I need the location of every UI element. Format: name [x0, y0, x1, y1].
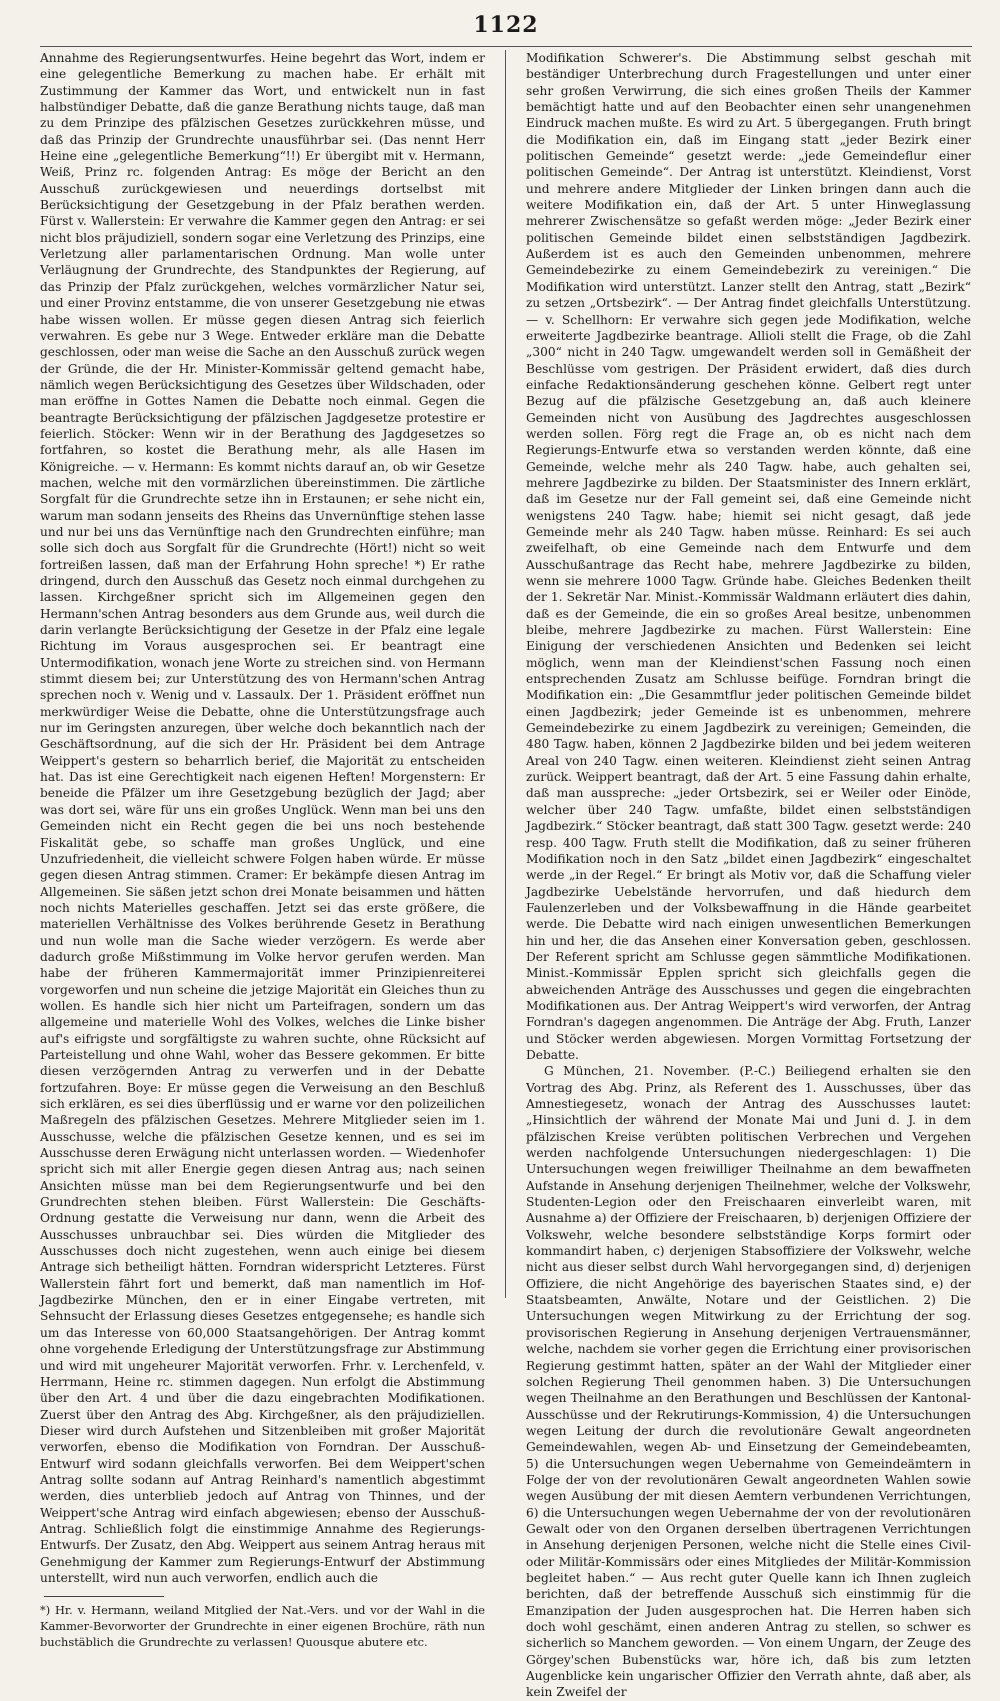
right-paragraph-1: Modifikation Schwerer's. Die Abstimmung selbst geschah mit beständiger Unterbrechung durch Fragestellungen und unter einer sehr großen Verwirrung, die sich eines großen Theils der Kammer bemächtigt hatte und auf den Beobachter einen sehr unangenehmen Eindruck machen mußte. Es wird zu Art. 5 übergegangen. Fruth bringt die Modifikation ein, daß im Eingang statt „jeder Bezirk einer politischen Gemeinde“ gesetzt werde: „jede Gemeindeflur einer politischen Gemeinde“. Der Antrag ist unterstützt. Kleindienst, Vorst und mehrere andere Mitglieder der Linken bringen dann auch die weitere Modifikation ein, daß der Art. 5 unter Hinweglassung mehrerer Zwischensätze so gefaßt werden möge: „Jeder Bezirk einer politischen Gemeinde bildet einen selbstständigen Jagdbezirk. Außerdem ist es auch den Gemeinden unbenommen, mehrere Gemeindebezirke zu einem Gemeindebezirk zu vereinigen.“ Die Modifikation wird unterstützt. Lanzer stellt den Antrag, statt „Bezirk“ zu setzen „Ortsbezirk“. — Der Antrag findet gleichfalls Unterstützung. — v. Schellhorn: Er verwahre sich gegen jede Modifikation, welche erweiterte Jagdbezirke beantrage. Allioli stellt die Frage, ob die Zahl „300“ nicht in 240 Tagw. umgewandelt werden soll in Gemäßheit der Beschlüsse vom gestrigen. Der Präsident erwidert, daß dies durch einfache Redaktionsänderung geschehen könne. Gelbert regt unter Bezug auf die pfälzische Gesetzgebung an, daß auch kleinere Gemeinden nicht von Ausübung des Jagdrechtes ausgeschlossen werden sollen. Förg regt die Frage an, ob es nicht nach dem Regierungs-Entwurfe etwa so verstanden werden könnte, daß eine Gemeinde, welche mehr als 240 Tagw. habe, auch gehalten sei, mehrere Jagdbezirke zu bilden. Der Staatsminister des Innern erklärt, daß im Gesetze nur der Fall gemeint sei, daß eine Gemeinde nicht wenigstens 240 Tagw. habe; hiemit sei nicht gesagt, daß jede Gemeinde mehr als 240 Tagw. haben müsse. Reinhard: Es sei auch zweifelhaft, ob eine Gemeinde nach dem Entwurfe und dem Ausschußantrage das Recht habe, mehrere Jagdbezirke zu bilden, wenn sie mehrere 1000 Tagw. Gründe habe. Gleiches Bedenken theilt der 1. Sekretär Nar. Minist.-Kommissär Waldmann erläutert dies dahin, daß es der Gemeinde, die ein so großes Areal besitze, unbenommen bleibe, mehrere Jagdbezirke zu machen. Fürst Wallerstein: Eine Einigung der verschiedenen Ansichten und Bedenken sei leicht möglich, wenn man der Kleindienst'schen Fassung noch einen entsprechenden Zusatz am Schlusse beifüge. Forndran bringt die Modifikation ein: „Die Gesammtflur jeder politischen Gemeinde bildet einen Jagdbezirk; jeder Gemeinde ist es unbenommen, mehrere Gemeindebezirke zu einem Jagdbezirk zu vereinigen; Gemeinden, die 480 Tagw. haben, können 2 Jagdbezirke bilden und bei jedem weiteren Areal von 240 Tagw. einen weiteren. Kleindienst zieht seinen Antrag zurück. Weippert beantragt, daß der Art. 5 eine Fassung dahin erhalte, daß man ausspreche: „jeder Ortsbezirk, sei er Weiler oder Einöde, welcher über 240 Tagw. umfaßte, bildet einen selbstständigen Jagdbezirk.“ Stöcker beantragt, daß statt 300 Tagw. gesetzt werde: 240 resp. 400 Tagw. Fruth stellt die Modifikation, daß zu seiner früheren Modifikation noch in den Satz „bildet einen Jagdbezirk“ eingeschaltet werde „in der Regel.“ Er bringt als Motiv vor, daß die Schaffung vieler Jagdbezirke Uebelstände hervorrufen, und daß hiedurch dem Faulenzerleben und der Volksbewaffnung in die Hände gearbeitet werde. Die Debatte wird nach einigen unwesentlichen Bemerkungen hin und her, die das Ansehen einer Konversation geben, geschlossen. Der Referent spricht am Schlusse gegen sämmtliche Modifikationen. Minist.-Kommissär Epplen spricht sich gleichfalls gegen die abweichenden Anträge des Ausschusses und gegen die eingebrachten Modifikationen aus. Der Antrag Weippert's wird verworfen, der Antrag Forndran's dagegen angenommen. Die Anträge der Abg. Fruth, Lanzer und Stöcker werden abgewiesen. Morgen Vormittag Fortsetzung der Debatte.: [526, 51, 971, 1062]
footnote-divider: [44, 1596, 164, 1597]
header-rule: [40, 46, 972, 47]
newspaper-page: [40, 8, 972, 1700]
left-paragraph-1: Annahme des Regierungsentwurfes. Heine begehrt das Wort, indem er eine gelegentliche Bemerkung zu machen habe. Er erhält mit Zustimmung der Kammer das Wort, und entwickelt nun in fast halbstündiger Debatte, daß die ganze Berathung nichts tauge, daß man zu dem Prinzipe des pfälzischen Gesetzes zurückkehren müsse, und daß das Prinzip der Grundrechte unausführbar sei. (Das nennt Herr Heine eine „gelegentliche Bemerkung“!!) Er übergibt mit v. Hermann, Weiß, Prinz rc. folgenden Antrag: Es möge der Bericht an den Ausschuß zurückgewiesen und neuerdings dortselbst mit Berücksichtigung der Gesetzgebung in der Pfalz berathen werden. Fürst v. Wallerstein: Er verwahre die Kammer gegen den Antrag: er sei nicht blos präjudiziell, sondern sogar eine Verletzung des Prinzips, eine Verletzung aller parlamentarischen Ordnung. Man wolle unter Verläugnung der Grundrechte, des Standpunktes der Regierung, auf das Prinzip der Pfalz zurückgehen, welches vormärzlicher Natur sei, und einer Provinz entstamme, die von unserer Gesetzgebung nie etwas habe wissen wollen. Er müsse gegen diesen Antrag sich feierlich verwahren. Es gebe nur 3 Wege. Entweder erkläre man die Debatte geschlossen, oder man weise die Sache an den Ausschuß zurück wegen der Gründe, die der Hr. Minister-Kommissär geltend gemacht habe, nämlich wegen Berücksichtigung des Gesetzes über Wildschaden, oder man eröffne in Gottes Namen die Debatte noch einmal. Gegen die beantragte Berücksichtigung der pfälzischen Jagdgesetze protestire er feierlich. Stöcker: Wenn wir in der Berathung des Jagdgesetzes so fortfahren, so kostet die Berathung mehr, als alle Hasen im Königreiche. — v. Hermann: Es kommt nichts darauf an, ob wir Gesetze machen, welche mit den vormärzlichen übereinstimmen. Die zärtliche Sorgfalt für die Grundrechte setze ihn in Erstaunen; er sehe nicht ein, warum man sodann jenseits des Rheins das Unvernünftige stehen lasse und nur bei uns das Vernünftige nach den Grundrechten einführe; man solle sich doch aus Sorgfalt für die Grundrechte (Hört!) nicht so weit fortreißen lassen, daß man der Erfahrung Hohn spreche! *) Er rathe dringend, durch den Ausschuß das Gesetz noch einmal durchgehen zu lassen. Kirchgeßner spricht sich im Allgemeinen gegen den Hermann'schen Antrag besonders aus dem Grunde aus, weil durch die darin verlangte Berücksichtigung der Gesetze in der Pfalz eine legale Richtung im Voraus ausgesprochen sei. Er beantragt eine Untermodifikation, wonach jene Worte zu streichen sind. von Hermann stimmt diesem bei; zur Unterstützung des von Hermann'schen Antrag sprechen noch v. Wenig und v. Lassaulx. Der 1. Präsident eröffnet nun merkwürdiger Weise die Debatte, ohne die Unterstützungsfrage auch nur im Geringsten anzuregen, über welche doch bekanntlich nach der Geschäftsordnung, auf die sich der Hr. Präsident bei dem Antrage Weippert's gestern so beharrlich berief, die Majorität zu entscheiden hat. Das ist eine Gerechtigkeit nach eigenen Heften! Morgenstern: Er beneide die Pfälzer um ihre Gesetzgebung bezüglich der Jagd; aber was dort sei, wäre für uns ein großes Unglück. Wenn man bei uns den Gemeinden nicht ein Recht gegen die bei uns noch bestehende Fiskalität gebe, so schaffe man großes Unglück, und eine Unzufriedenheit, die vielleicht schwere Folgen haben würde. Er müsse gegen diesen Antrag stimmen. Cramer: Er bekämpfe diesen Antrag im Allgemeinen. Sie säßen jetzt schon drei Monate beisammen und hätten noch nichts Materielles geschaffen. Jetzt sei das erste größere, die materiellen Verhältnisse des Volkes berührende Gesetz in Berathung und nun wolle man die Sache wieder verzögern. Es werde aber dadurch große Mißstimmung im Volke hervor gerufen werden. Man habe der früheren Kammermajorität immer Prinzipienreiterei vorgeworfen und nun scheine die jetzige Majorität ein Gleiches thun zu wollen. Es handle sich hier nicht um Parteifragen, sondern um das allgemeine und materielle Wohl des Volkes, welches die Linke bisher auf's eifrigste und sorgfältigste zu wahren suchte, ohne Rücksicht auf Parteistellung und ohne Wahl, woher das Bessere gekommen. Er bitte diesen verzögernden Antrag zu verwerfen und in der Debatte fortzufahren. Boye: Er müsse gegen die Verweisung an den Beschluß sich erklären, es sei dies überflüssig und er warne vor den polizeilichen Maßregeln des pfälzischen Gesetzes. Mehrere Mitglieder seien im 1. Ausschusse, welche die pfälzischen Gesetze kennen, und es sei im Ausschusse deren Erwägung nicht unterlassen worden. — Wiedenhofer spricht sich mit aller Energie gegen diesen Antrag aus; nach seinen Ansichten müsse man bei dem Regierungsentwurfe und bei den Grundrechten stehen bleiben. Fürst Wallerstein: Die Geschäfts-Ordnung gestatte die Verweisung nur dann, wenn die Arbeit des Ausschusses unbrauchbar sei. Dies würden die Mitglieder des Ausschusses doch nicht zugestehen, wenn auch einige bei diesem Antrage sich betheiligt hätten. Forndran widerspricht Letzteres. Fürst Wallerstein fährt fort und bemerkt, daß man namentlich im Hof-Jagdbezirke München, den er in einer Eingabe vertreten, mit Sehnsucht der Erlassung dieses Gesetzes entgegensehe; es handle sich um das Interesse von 60,000 Staatsangehörigen. Der Antrag kommt ohne vorgehende Erledigung der Unterstützungsfrage zur Abstimmung und wird mit ungeheurer Majorität verworfen. Frhr. v. Lerchenfeld, v. Herrmann, Heine rc. stimmen dagegen. Nun erfolgt die Abstimmung über den Art. 4 und über die dazu eingebrachten Modifikationen. Zuerst über den Antrag des Abg. Kirchgeßner, als den präjudiziellen. Dieser wird durch Aufstehen und Sitzenbleiben mit großer Majorität verworfen, ebenso die Modifikation von Forndran. Der Ausschuß-Entwurf wird sodann gleichfalls verworfen. Bei dem Weippert'schen Antrag sollte sodann auf Antrag Reinhard's namentlich abgestimmt werden, dies unterblieb jedoch auf Antrag von Thinnes, und der Weippert'sche Antrag wird einfach abgewiesen; ebenso der Ausschuß-Antrag. Schließlich folgt die einstimmige Annahme des Regierungs-Entwurfs. Der Zusatz, den Abg. Weippert aus seinem Antrag heraus mit Genehmigung der Kammer zum Regierungs-Entwurf der Abstimmung unterstellt, wird nun auch verworfen, endlich auch die: [40, 51, 485, 1585]
right-paragraph-munich-report: G München, 21. November. (P.-C.) Beiliegend erhalten sie den Vortrag des Abg. Prinz, als Referent des 1. Ausschusses, über das Amnestiegesetz, wonach der Antrag des Ausschusses lautet: „Hinsichtlich der während der Monate Mai und Juni d. J. in dem pfälzischen Kreise verübten politischen Verbrechen und Vergehen werden nachfolgende Untersuchungen niedergeschlagen: 1) Die Untersuchungen wegen freiwilliger Theilnahme an dem bewaffneten Aufstande in Ansehung derjenigen Theilnehmer, welche der Volkswehr, Studenten-Legion oder den Freischaaren einverleibt waren, mit Ausnahme a) der Offiziere der Freischaaren, b) derjenigen Offiziere der Volkswehr, welche besondere selbstständige Korps formirt oder kommandirt haben, c) derjenigen Stabsoffiziere der Volkswehr, welche nicht aus dieser selbst durch Wahl hervorgegangen sind, d) derjenigen Offiziere, die nicht Angehörige des bayerischen Staates sind, e) der Staatsbeamten, Anwälte, Notare und der Geistlichen. 2) Die Untersuchungen wegen Mitwirkung zu der Errichtung der sog. provisorischen Regierung in Ansehung derjenigen Vertrauensmänner, welche, nachdem sie vorher gegen die Errichtung einer provisorischen Regierung gestimmt hatten, später an der Wahl der Mitglieder einer solchen Regierung Theil genommen haben. 3) Die Untersuchungen wegen Theilnahme an den Berathungen und Beschlüssen der Kantonal-Ausschüsse und der Rekrutirungs-Kommission, 4) die Untersuchungen wegen Leitung der durch die revolutionäre Gewalt angeordneten Gemeindewahlen, wegen Ab- und Einsetzung der Gemeindebeamten, 5) die Untersuchungen wegen Uebernahme von Gemeindeämtern in Folge der von der revolutionären Gewalt angeordneten Wahlen sowie wegen Ausübung der mit diesen Aemtern verbundenen Verrichtungen, 6) die Untersuchungen wegen Uebernahme der von der revolutionären Gewalt oder von den Organen derselben übertragenen Verrichtungen in Ansehung derjenigen Personen, welche nicht die Stelle eines Civil- oder Militär-Kommissärs oder eines Mitgliedes der Militär-Kommission begleitet haben.“ — Aus recht guter Quelle kann ich Ihnen zugleich berichten, daß der betreffende Ausschuß sich einstimmig für die Emanzipation der Juden ausgesprochen hat. Die Herren haben sich doch wohl geschämt, einen anderen Antrag zu stellen, so schwer es sicherlich so Manchem geworden. — Von einem Ungarn, der Zeuge des Görgey'schen Bubenstücks war, höre ich, daß bis zum letzten Augenblicke kein ungarischer Offizier den Verrath ahnte, daß aber, als kein Zweifel der: [526, 1064, 971, 1700]
page-number: 1122: [473, 12, 539, 38]
right-column: [526, 50, 971, 1700]
footnote: *) Hr. v. Hermann, weiland Mitglied der Nat.-Vers. und vor der Wahl in die Kammer-Bevorworter der Grundrechte in einer eigenen Brochüre, räth nun buchstäblich die Grundrechte zu verlassen! Quousque abutere etc.: [40, 1603, 485, 1649]
column-divider: [505, 50, 506, 1298]
left-column: [40, 50, 485, 1649]
text-columns: [40, 50, 972, 1700]
